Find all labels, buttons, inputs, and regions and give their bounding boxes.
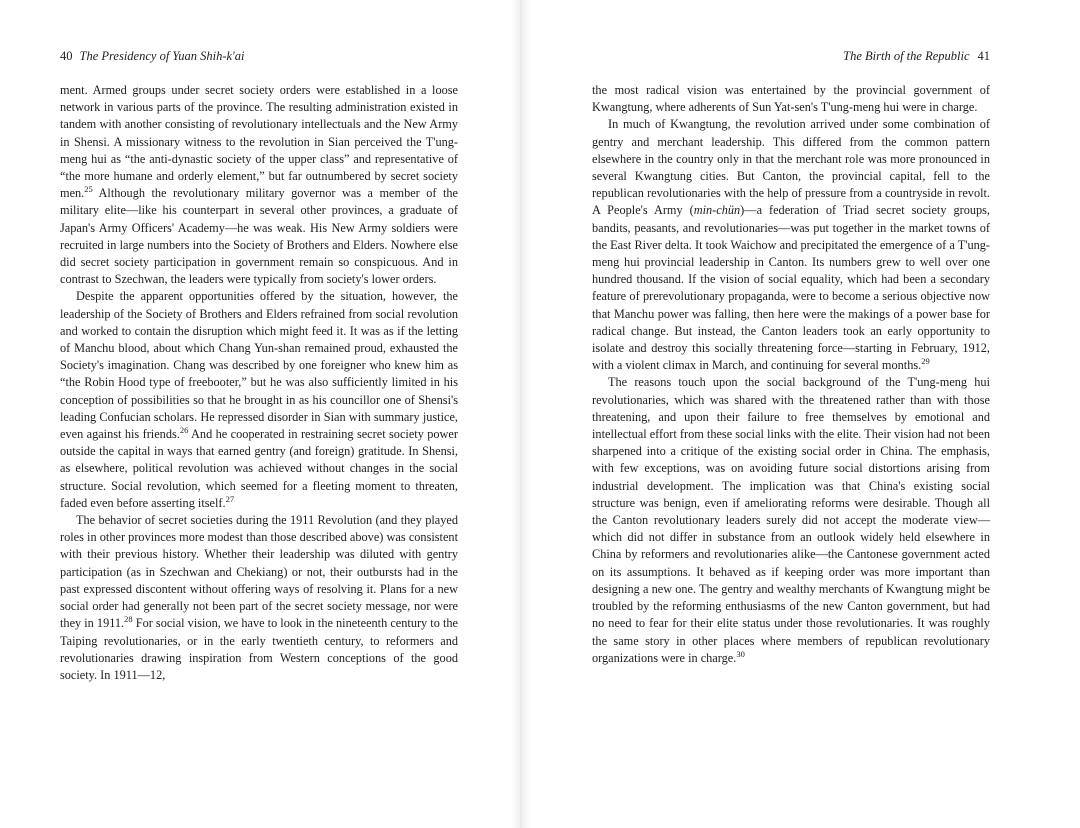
text-run: For social vision, we have to look in the nineteenth century to the Taiping revolutionaries, or in the early twentieth century, to reformers and revolutionaries drawing inspiration from Western conceptions of the good society. In 1911—12, bbox=[60, 616, 458, 682]
footnote-ref: 25 bbox=[84, 184, 93, 195]
footnote-ref: 26 bbox=[179, 425, 189, 436]
right-paragraph-3 bbox=[592, 374, 990, 666]
book-gutter-shadow bbox=[511, 0, 531, 828]
right-paragraph-2 bbox=[592, 116, 990, 374]
right-body-text bbox=[592, 82, 990, 667]
text-run: And he cooperated in restraining secret society power outside the capital in ways that earned gentry (and foreign) gratitude. In Shensi, as elsewhere, political revolution was achieved without changes in the social structure. Social revolution, which seemed for a fleeting moment to threaten, faded even before asserting itself. bbox=[60, 427, 458, 510]
right-paragraph-1 bbox=[592, 82, 990, 116]
left-page bbox=[0, 0, 520, 828]
right-folio: 41 bbox=[977, 49, 990, 63]
left-paragraph-2 bbox=[60, 288, 458, 512]
text-run: Although the revolutionary military governor was a member of the military elite—like his counterpart in several other provinces, a graduate of Japan's Army Officers' Academy—he was weak. His New Army soldiers were recruited in large numbers into the Society of Brothers and Elders. Nowhere else did secret society participation in government remain so conspicuous. And in contrast to Szechwan, the leaders were typically from society's lower orders. bbox=[60, 186, 458, 287]
text-run: The behavior of secret societies during the 1911 Revolution (and they played roles in other provinces more modest than those described above) was consistent with their previous history. Whether their leadership was diluted with gentry participation (as in Szechwan and Chekiang) or not, their outbursts had in the past expressed discontent without offering ways of resolving it. Plans for a new social order had generally not been part of the secret society message, nor were they in 1911. bbox=[60, 513, 458, 631]
text-run: In much of Kwangtung, the revolution arrived under some combination of gentry and merchant leadership. This differed from the common pattern elsewhere in the country only in that the merchant role was more pronounced in several Kwangtung cities. But Canton, the provincial capital, fell to the republican revolutionaries with the help of pressure from a countryside in revolt. A People's Army ( bbox=[592, 117, 990, 218]
text-run: Despite the apparent opportunities offered by the situation, however, the leadership of the Society of Brothers and Elders refrained from social revolution and worked to contain the disruption which might feed it. It was as if the letting of Manchu blood, about which Chang Yun-shan remained proud, exhausted the Society's imagination. Chang was described by one foreigner who knew him as “the Robin Hood type of freebooter,” but he was also sufficiently limited in his conception of possibilities so that he brought in as his councillor one of Shensi's leading Confucian scholars. He repressed disorder in Sian with summary justice, even against his friends. bbox=[60, 289, 458, 442]
left-running-title: The Presidency of Yuan Shih-k'ai bbox=[79, 49, 245, 63]
right-page bbox=[520, 0, 1080, 828]
footnote-ref: 27 bbox=[225, 493, 235, 504]
right-running-title: The Birth of the Republic bbox=[843, 49, 970, 63]
italic-term: min-chün bbox=[693, 203, 741, 218]
right-running-head bbox=[843, 48, 990, 64]
left-folio: 40 bbox=[60, 49, 73, 63]
left-paragraph-3 bbox=[60, 512, 458, 684]
footnote-ref: 28 bbox=[124, 614, 133, 625]
text-run: ment. Armed groups under secret society orders were established in a loose network in various parts of the province. The resulting administration existed in tandem with another consisting of revolutionary intellectuals and the New Army in Shensi. A missionary witness to the revolution in Sian perceived the T'ung-meng hui as “the anti-dynastic society of the upper class” and representative of “the more humane and orderly element,” but far outnumbered by secret society men. bbox=[60, 83, 458, 201]
footnote-ref: 29 bbox=[921, 356, 930, 367]
footnote-ref: 30 bbox=[736, 648, 745, 659]
text-run: )—a federation of Triad secret society groups, bandits, peasants, and revolutionaries—was put together in the market towns of the East River delta. It took Waichow and precipitated the emergence of a T'ung-meng hui provincial leadership in Canton. Its numbers grew to well over one hundred thousand. If the vision of social equality, which had been a secondary feature of prerevolutionary propaganda, were to become a serious objective now that Manchu power was falling, then here were the makings of a power base for radical change. But instead, the Canton leaders took an early opportunity to isolate and destroy this socially threatening force—starting in February, 1912, with a violent climax in March, and continuing for several months. bbox=[592, 203, 991, 373]
text-run: The reasons touch upon the social background of the T'ung-meng hui revolutionaries, which was shared with the threatened rather than with those threatening, and upon their failure to free themselves by emotional and intellectual effort from these social links with the elite. Their vision had not been sharpened into a critique of the existing social order in China. The emphasis, with few exceptions, was on avoiding future social distortions arising from industrial development. The implication was that China's existing social structure was benign, even if ameliorating reforms were desirable. Though all the Canton revolutionary leaders surely did not accept the moderate view—which did not differ in substance from an outlook widely held elsewhere in China by reformers and revolutionaries alike—the Cantonese government acted on its assumptions. It behaved as if keeping order was more important than designing a new one. The gentry and wealthy merchants of Kwangtung might be troubled by the reforming enthusiasms of the new Canton government, but had no need to fear for their elite status under those revolutionaries. It was roughly the same story in other places where members of republican revolutionary organizations were in charge. bbox=[592, 375, 990, 665]
text-run: the most radical vision was entertained by the provincial government of Kwangtung, where adherents of Sun Yat-sen's T'ung-meng hui were in charge. bbox=[592, 83, 990, 115]
left-body-text bbox=[60, 82, 458, 684]
left-running-head bbox=[60, 48, 244, 64]
left-paragraph-1 bbox=[60, 82, 458, 288]
